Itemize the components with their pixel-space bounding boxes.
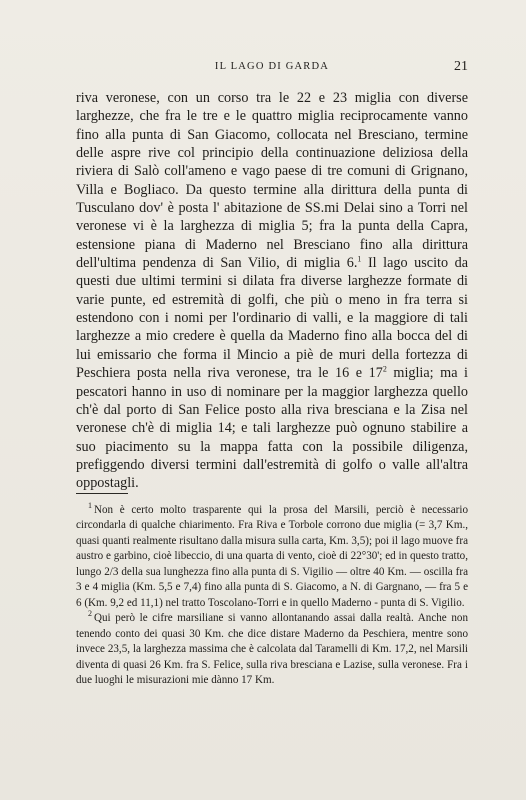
main-paragraph: [76, 89, 468, 493]
page-number: 21: [454, 59, 468, 74]
text-segment-3: miglia; ma i pescatori hanno in uso di nominare per la maggior larghezza quello ch'è dal porto di San Felice posto alla riva bresciana e la Zisa nel veronese ch'è di miglia 14; e tali larghezze può ognuno stabilire a suo piacimento su la mappa fatta con la possibile diligenza, prefiggendo diversi termini dall'estremità di golfo o valle all'altra oppostagli.: [76, 365, 468, 492]
footnotes: [76, 503, 468, 688]
footnote-number: 2: [88, 609, 92, 619]
main-text: [76, 89, 468, 493]
running-title: IL LAGO DI GARDA: [214, 61, 330, 72]
footnote-ref-2: 2: [382, 364, 387, 374]
text-segment-2: Il lago uscito da questi due ultimi termini si dilata fra diverse larghezze formate di varie punte, ed estremità di golfi, che più o meno in fra terra si estendono con i nomi per l'ordinario di valli, e la maggiore di tali larghezze a mio credere è quella da Maderno fino alla bocca del di lui emissario che forma il Mincio a piè de muri della fortezza di Peschiera posta nella riva veronese, tra le 16 e 17: [76, 255, 468, 382]
footnote-2: [76, 611, 468, 688]
footnote-text: Non è certo molto trasparente qui la prosa del Marsili, perciò è necessario circondarla di qualche chiarimento. Fra Riva e Torbole corrono due miglia (= 3,7 Km., quasi quanti realmente risultano dalla misura sulla carta, Km. 3,5); poi il lago muove fra austro e garbino, cioè libeccio, di una quarta di vento, cioè di 22°30'; ed in questo tratto, lungo 2/3 della sua lunghezza fino alla punta di S. Vigilio — oltre 40 Km. — oscilla fra 3 e 4 miglia (Km. 5,5 e 7,4) fino alla punta di S. Giacomo, a N. di Gargnano, — fra 5 e 6 (Km. 9,2 ed 11,1) nel tratto Toscolano-Torri e in quello Maderno - punta di S. Vigilio.: [76, 504, 468, 609]
text-segment-1: riva veronese, con un corso tra le 22 e 23 miglia con diverse larghezze, che fra le tre e le quattro miglia reciprocamente vanno fino alla punta di San Giacomo, collocata nel Bresciano, termine delle aspre rive col principio della continuazione deliziosa della riviera di Salò coll'ameno e vago paese di tre comuni di Grignano, Villa e Bogliaco. Da questo termine alla dirittura della punta di Tusculano dov' è posta l' abitazione de SS.mi Delai sino a Torri nel veronese vi è la larghezza di miglia 5; fra la punta della Capra, estensione piana di Maderno nel Bresciano fino alla dirittura dell'ultima pendenza di San Vilio, di miglia 6.: [76, 90, 468, 272]
footnote-divider: [76, 493, 128, 494]
page-header: [76, 61, 468, 81]
footnote-1: [76, 503, 468, 611]
footnote-ref-1: 1: [357, 254, 362, 264]
footnote-number: 1: [88, 501, 92, 511]
footnote-text: Qui però le cifre marsiliane si vanno allontanando assai dalla realtà. Anche non tenendo conto dei quasi 30 Km. che dice distare Maderno da Peschiera, mentre sono invece 23,5, la larghezza massima che è calcolata dal Taramelli di Km. 17,2, nel Marsili diventa di quasi 26 Km. fra S. Felice, sulla riva bresciana e Lazise, sulla veronese. Fra i due luoghi le misurazioni mie dànno 17 Km.: [76, 612, 468, 686]
